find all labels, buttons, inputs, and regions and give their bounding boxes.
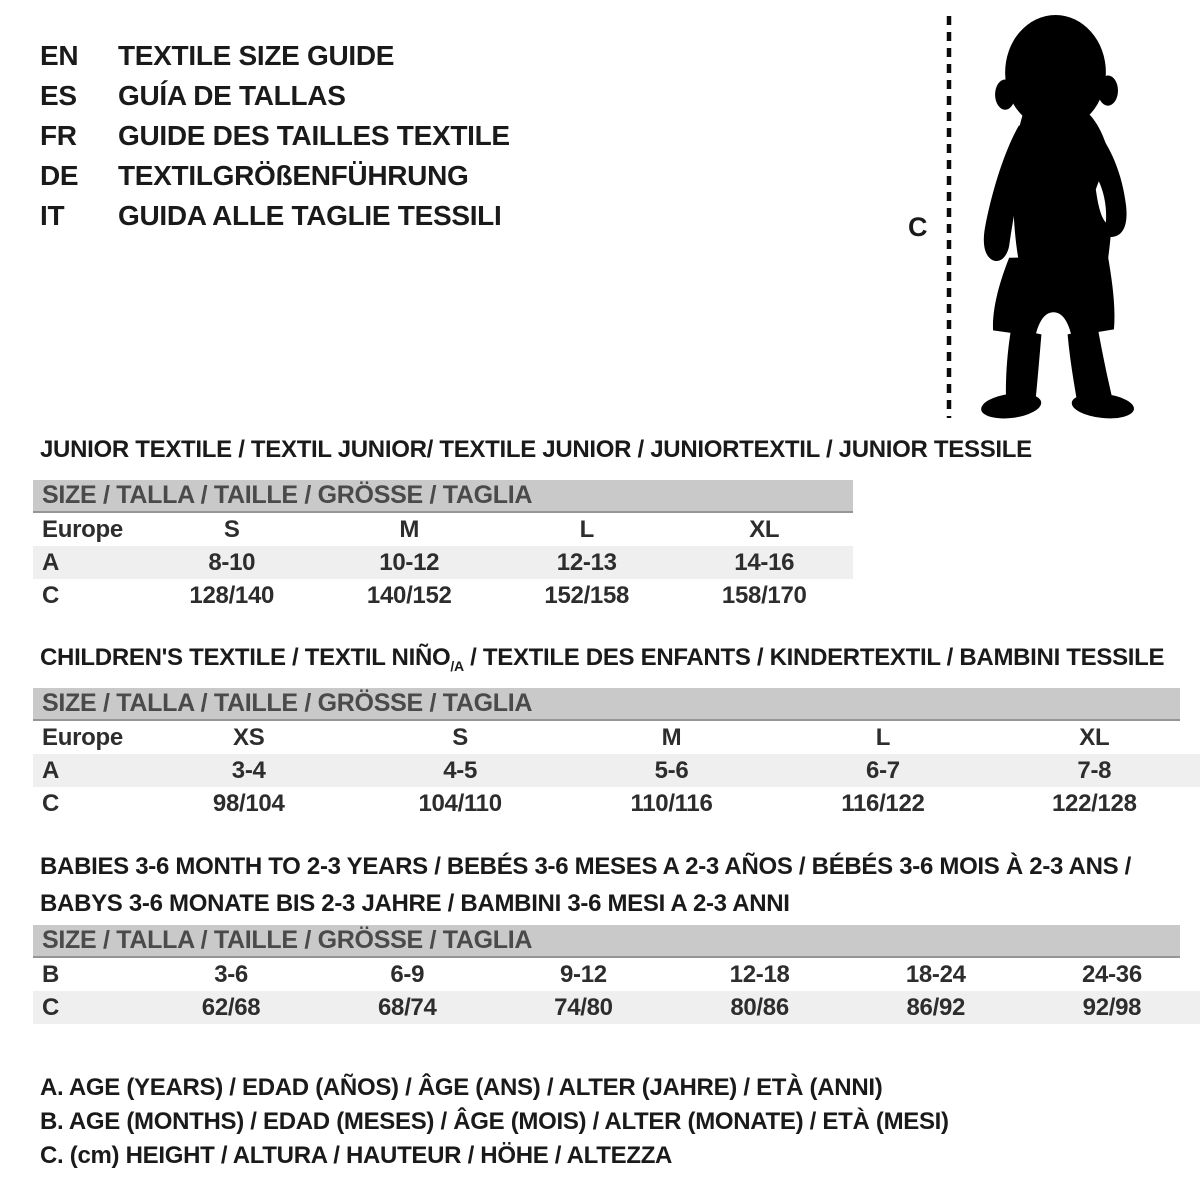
row-cell: 7-8 (1077, 756, 1112, 784)
language-code: EN (40, 40, 79, 71)
row-cell: 3-4 (231, 756, 266, 784)
row-cell: 12-18 (729, 960, 790, 988)
row-label: C (42, 993, 60, 1021)
row-label: C (42, 789, 60, 817)
children-title-post: / TEXTILE DES ENFANTS / KINDERTEXTIL / BAMBINI TESSILE (463, 644, 1165, 671)
language-title: GUIDA ALLE TAGLIE TESSILI (118, 200, 502, 231)
table-row-height (33, 991, 1200, 1024)
row-cell: 12-13 (556, 548, 617, 576)
babies-size-table (33, 925, 1200, 1024)
table-row-europe (33, 513, 853, 546)
table-row-age-months (33, 958, 1200, 991)
row-cell: S (452, 723, 468, 751)
children-title-pre: CHILDREN'S TEXTILE / TEXTIL NIÑO (40, 644, 451, 671)
footnote-a: A. AGE (YEARS) / EDAD (AÑOS) / ÂGE (ANS) / ALTER (JAHRE) / ETÀ (ANNI) (40, 1074, 883, 1101)
size-header-label: SIZE / TALLA / TAILLE / GRÖSSE / TAGLIA (42, 926, 533, 954)
language-code: ES (40, 80, 77, 111)
row-cell: 4-5 (443, 756, 477, 784)
junior-size-table (33, 480, 853, 612)
row-cell: 140/152 (366, 581, 452, 609)
row-cell: M (661, 723, 682, 751)
size-header-label: SIZE / TALLA / TAILLE / GRÖSSE / TAGLIA (42, 689, 533, 717)
language-row-es (40, 76, 510, 116)
language-title: GUIDE DES TAILLES TEXTILE (118, 120, 510, 151)
row-cell: 110/116 (630, 789, 713, 817)
row-cell: 68/74 (377, 993, 437, 1021)
row-label: B (42, 960, 60, 988)
row-label: A (42, 548, 60, 576)
row-cell: 5-6 (654, 756, 689, 784)
row-cell: M (399, 515, 420, 543)
junior-table-header-bar (33, 480, 853, 513)
language-code: FR (40, 120, 77, 151)
row-cell: 152/158 (544, 581, 630, 609)
row-cell: XS (232, 723, 265, 751)
table-row-age (33, 754, 1200, 787)
table-row-age (33, 546, 853, 579)
language-row-de (40, 156, 510, 196)
row-cell: 116/122 (841, 789, 925, 817)
row-cell: XL (1079, 723, 1110, 751)
baby-silhouette-icon (960, 12, 1148, 420)
footnote-b: B. AGE (MONTHS) / EDAD (MESES) / ÂGE (MOIS) / ALTER (MONATE) / ETÀ (MESI) (40, 1108, 949, 1135)
language-row-en (40, 36, 510, 76)
row-cell: XL (749, 515, 780, 543)
size-header-label: SIZE / TALLA / TAILLE / GRÖSSE / TAGLIA (42, 481, 533, 509)
language-title: TEXTILE SIZE GUIDE (118, 40, 395, 71)
footnote-c: C. (cm) HEIGHT / ALTURA / HAUTEUR / HÖHE / ALTEZZA (40, 1142, 673, 1169)
table-row-height (33, 787, 1200, 820)
figure-height-label: C (908, 212, 928, 242)
row-cell: 14-16 (734, 548, 795, 576)
babies-title-line2: BABYS 3-6 MONATE BIS 2-3 JAHRE / BAMBINI 3-6 MESI A 2-3 ANNI (40, 890, 790, 917)
language-list (40, 36, 510, 236)
row-cell: 74/80 (554, 993, 613, 1021)
row-cell: 24-36 (1082, 960, 1142, 988)
row-cell: 8-10 (208, 548, 256, 576)
language-code: IT (40, 200, 65, 231)
row-cell: 86/92 (906, 993, 966, 1021)
row-cell: 62/68 (201, 993, 261, 1021)
height-dashed-line-icon (944, 16, 954, 418)
language-row-fr (40, 116, 510, 156)
row-label: C (42, 581, 60, 609)
row-cell: 122/128 (1052, 789, 1137, 817)
table-row-europe (33, 721, 1200, 754)
language-title: TEXTILGRÖßENFÜHRUNG (118, 160, 469, 191)
language-title: GUÍA DE TALLAS (118, 80, 346, 111)
row-cell: 128/140 (189, 581, 275, 609)
children-table-header-bar (33, 688, 1180, 721)
junior-section-title: JUNIOR TEXTILE / TEXTIL JUNIOR/ TEXTILE JUNIOR / JUNIORTEXTIL / JUNIOR TESSILE (40, 436, 1032, 463)
row-cell: 104/110 (418, 789, 502, 817)
language-code: DE (40, 160, 79, 191)
babies-section-title (40, 848, 1131, 922)
children-section-title (40, 644, 1164, 674)
row-cell: 6-9 (390, 960, 425, 988)
babies-title-line1: BABIES 3-6 MONTH TO 2-3 YEARS / BEBÉS 3-6 MESES A 2-3 AÑOS / BÉBÉS 3-6 MOIS À 2-3 ANS / (40, 853, 1132, 880)
children-title-sub: /A (450, 657, 464, 674)
row-cell: 10-12 (379, 548, 440, 576)
row-cell: 9-12 (560, 960, 607, 988)
row-cell: L (875, 723, 891, 751)
row-cell: 98/104 (212, 789, 285, 817)
footnote-legend (40, 1071, 949, 1173)
babies-table-header-bar (33, 925, 1180, 958)
table-row-height (33, 579, 853, 612)
row-cell: 80/86 (730, 993, 789, 1021)
row-cell: 6-7 (866, 756, 900, 784)
language-row-it (40, 196, 510, 236)
row-cell: 18-24 (905, 960, 966, 988)
row-cell: 92/98 (1082, 993, 1142, 1021)
row-cell: L (579, 515, 594, 543)
row-cell: 158/170 (721, 581, 807, 609)
children-size-table (33, 688, 1200, 820)
row-cell: S (223, 515, 240, 543)
row-label: Europe (42, 515, 123, 543)
row-cell: 3-6 (214, 960, 248, 988)
row-label: Europe (42, 723, 123, 751)
row-label: A (42, 756, 60, 784)
